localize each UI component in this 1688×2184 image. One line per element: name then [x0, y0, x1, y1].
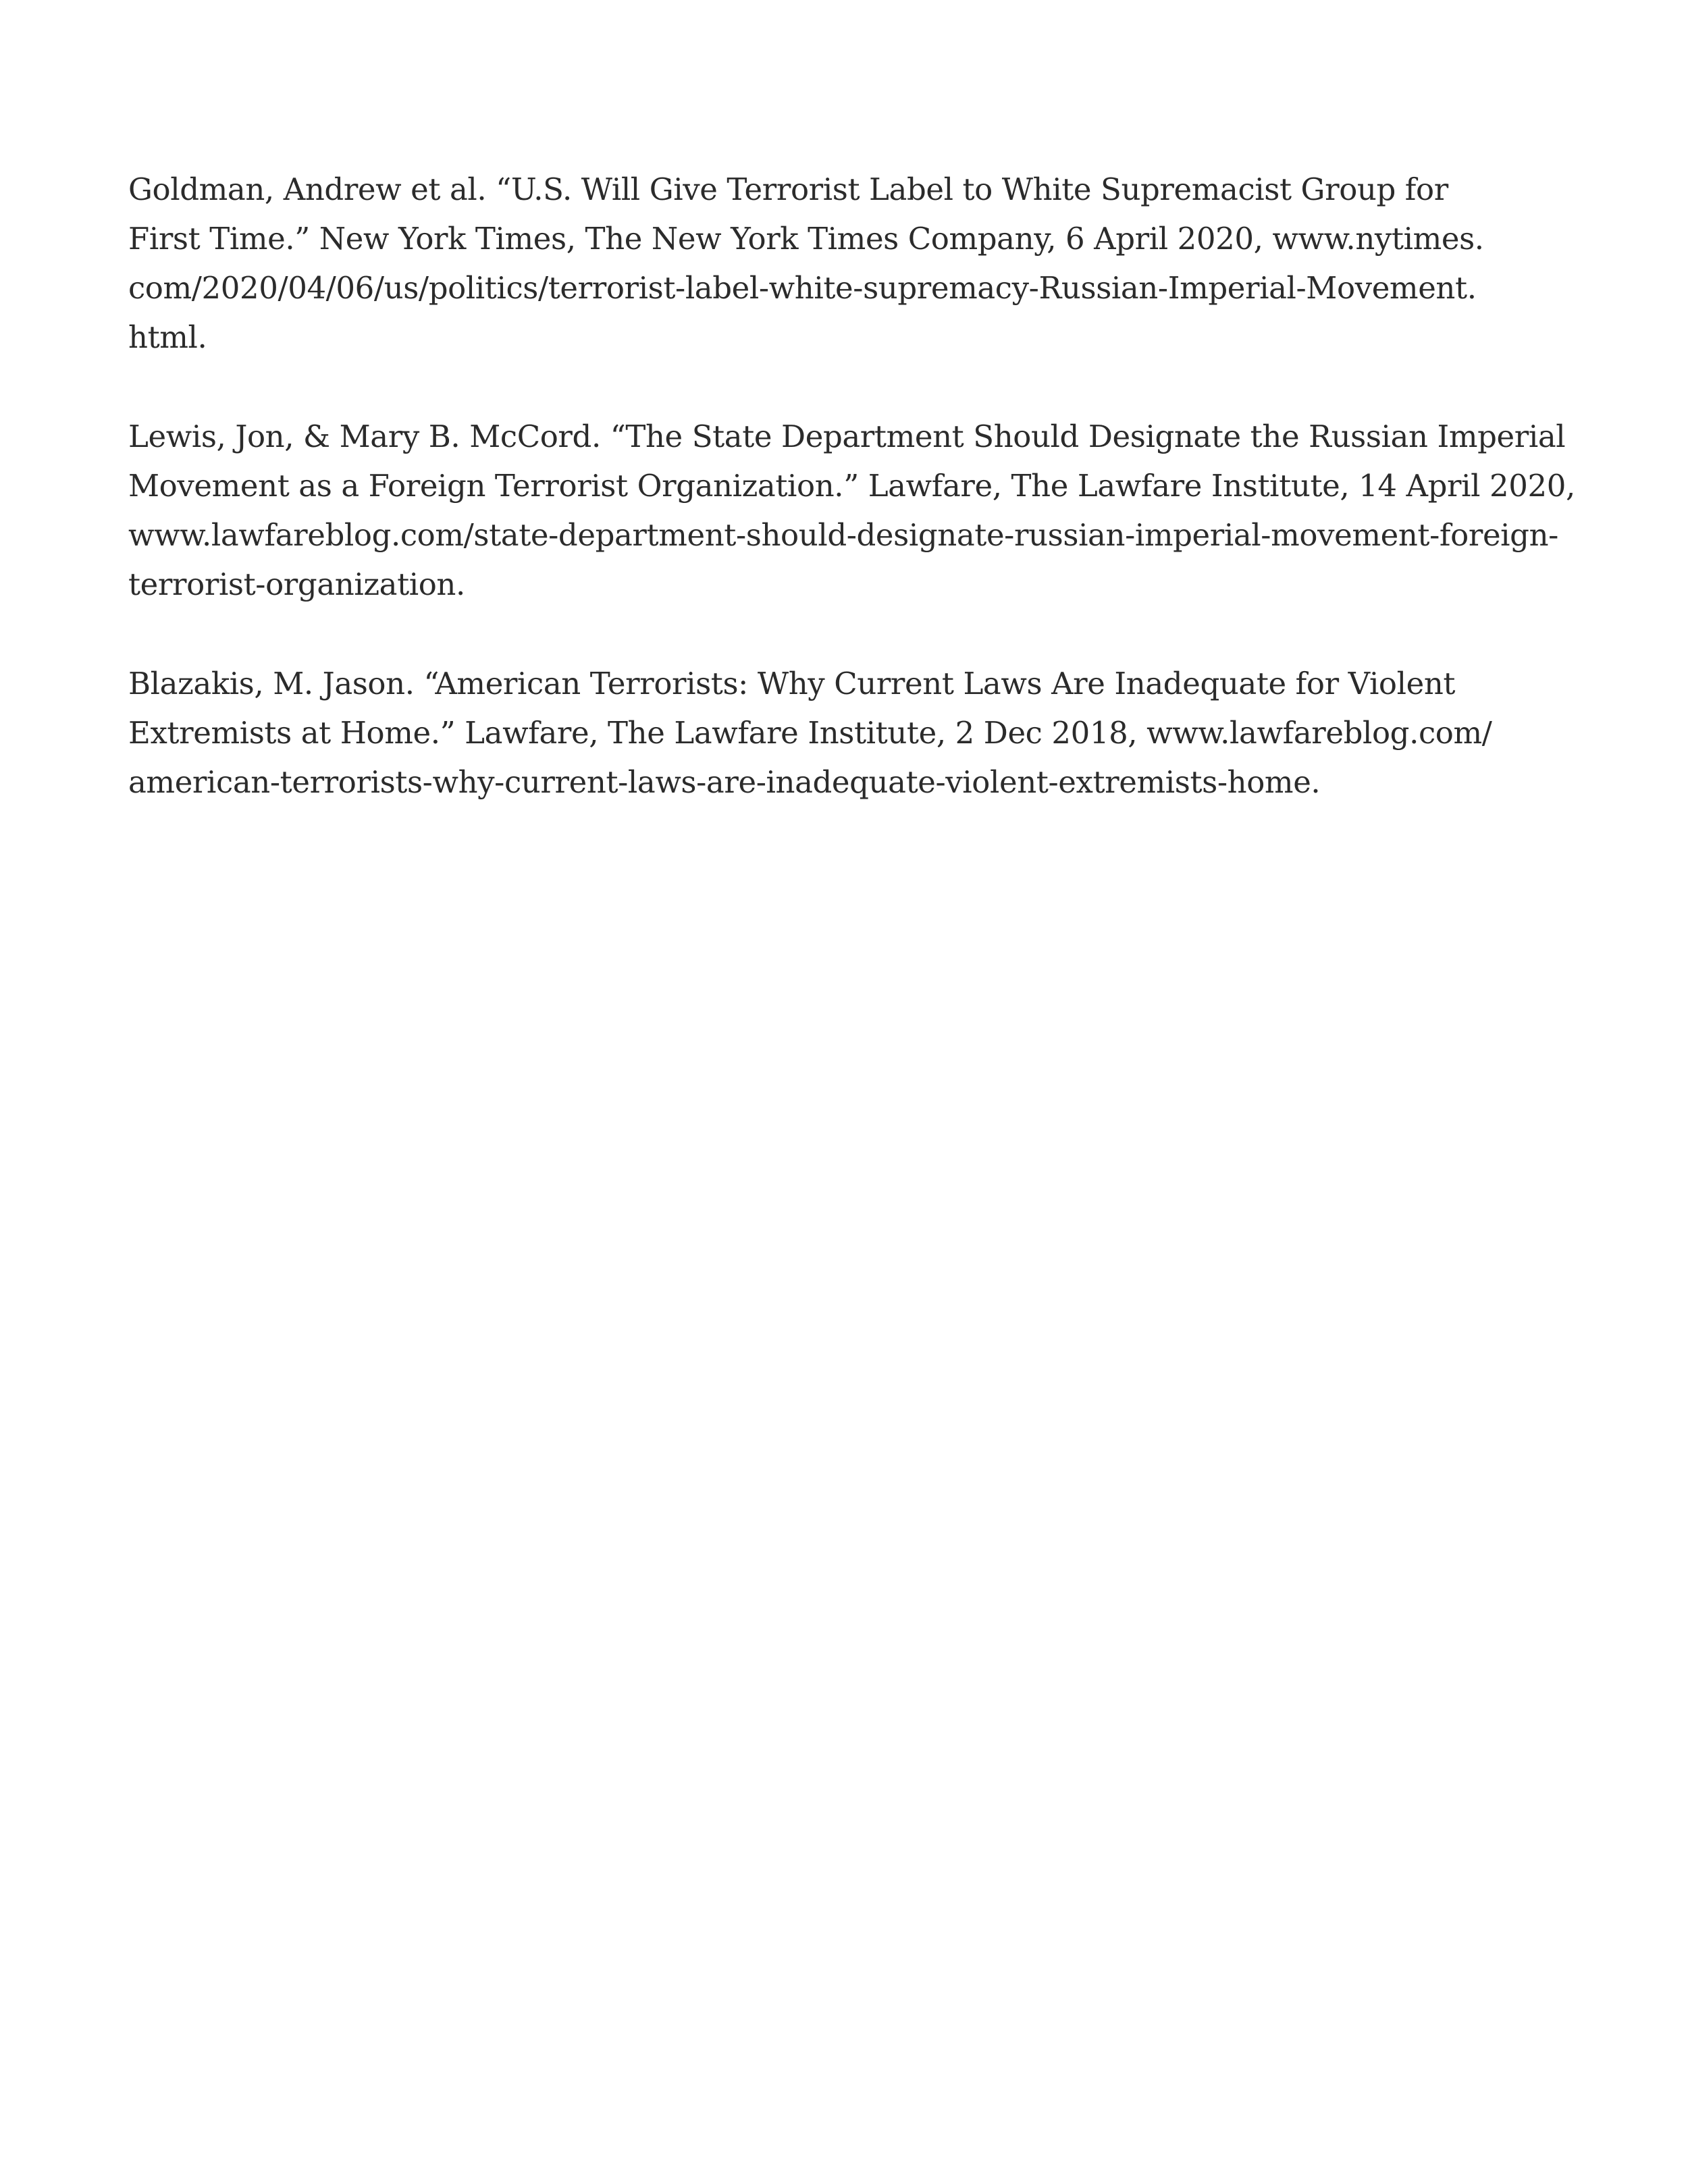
reference-line: Lewis, Jon, & Mary B. McCord. “The State Department Should Designate the Russian Imperial — [128, 419, 1566, 454]
reference-list — [128, 165, 1575, 857]
reference-line: www.lawfareblog.com/state-department-should-designate-russian-imperial-movement-foreign- — [128, 517, 1558, 553]
reference-line: Extremists at Home.” Lawfare, The Lawfare Institute, 2 Dec 2018, www.lawfareblog.com/ — [128, 715, 1492, 751]
reference-line: Movement as a Foreign Terrorist Organization.” Lawfare, The Lawfare Institute, 14 April 2020, — [128, 468, 1575, 504]
reference-line: com/2020/04/06/us/politics/terrorist-label-white-supremacy-Russian-Imperial-Movement. — [128, 270, 1477, 306]
reference-entry-lewis — [128, 412, 1575, 609]
reference-line: Goldman, Andrew et al. “U.S. Will Give Terrorist Label to White Supremacist Group for — [128, 171, 1448, 207]
reference-line: terrorist-organization. — [128, 566, 465, 602]
reference-line: american-terrorists-why-current-laws-are-inadequate-violent-extremists-home. — [128, 764, 1321, 800]
reference-entry-goldman — [128, 165, 1566, 362]
reference-line: Blazakis, M. Jason. “American Terrorists: Why Current Laws Are Inadequate for Violent — [128, 666, 1456, 701]
reference-line: html. — [128, 319, 207, 355]
reference-line: First Time.” New York Times, The New York Times Company, 6 April 2020, www.nytimes. — [128, 221, 1484, 257]
reference-entry-blazakis — [128, 659, 1566, 807]
